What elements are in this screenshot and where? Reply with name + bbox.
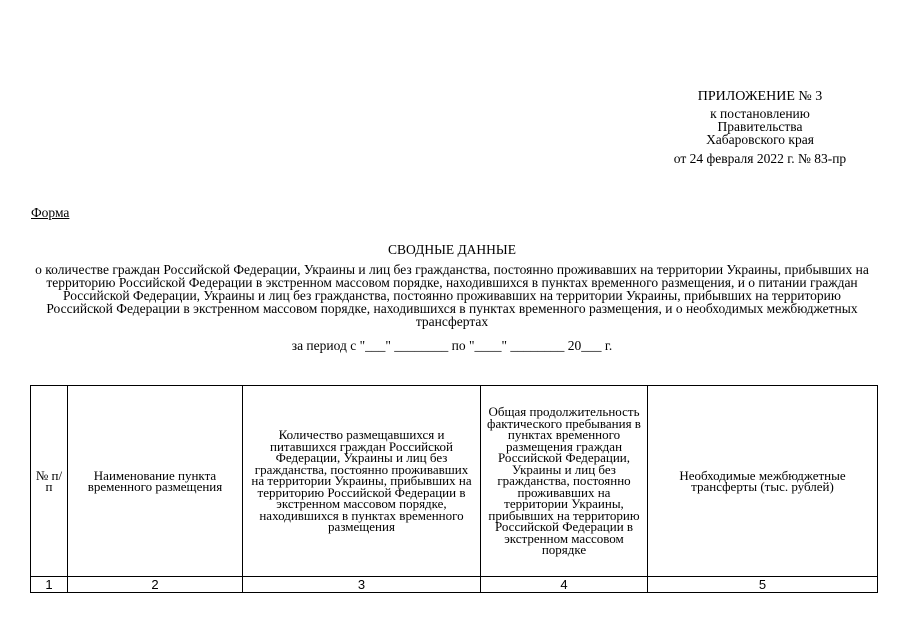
form-label: Форма	[31, 205, 70, 220]
header-transfers: Необходимые межбюджетные трансферты (тыс. рублей)	[648, 386, 878, 577]
column-number-cell: 1	[31, 577, 68, 593]
header-number: № п/п	[31, 386, 68, 577]
header-people-count: Количество размещавшихся и питавшихся граждан Российской Федерации, Украины и лиц без гражданства, постоянно проживавших на территории Украины, прибывших на территорию Российской Федерации в экстренном массовом порядке, находившихся в пунктах временного размещения	[243, 386, 481, 577]
column-number-cell: 2	[68, 577, 243, 593]
appendix-line-1: к постановлению	[710, 106, 810, 121]
header-point-name: Наименование пункта временного размещения	[68, 386, 243, 577]
document-heading	[26, 242, 878, 328]
appendix-title: ПРИЛОЖЕНИЕ № 3	[697, 89, 823, 104]
header-stay-duration: Общая продолжительность фактического пребывания в пунктах временного размещения граждан Российской Федерации, Украины и лиц без гражданства, постоянно проживавших на территории Украины, прибывших на территорию Российской Федерации в экстренном массовом порядке	[481, 386, 648, 577]
appendix-line-3: Хабаровского края	[706, 132, 814, 147]
appendix-date: от 24 февраля 2022 г. № 83-пр	[673, 151, 847, 166]
column-number-cell: 5	[648, 577, 878, 593]
column-numbers-row	[31, 577, 878, 593]
table-header-row	[31, 386, 878, 577]
column-number-cell: 4	[481, 577, 648, 593]
summary-table	[30, 385, 878, 593]
document-subtitle: о количестве граждан Российской Федерации, Украины и лиц без гражданства, постоянно проживавших на территории Украины, прибывших на территорию Российской Федерации в экстренном массовом порядке, находившихся в пунктах временного размещения, и о питании граждан Российской Федерации, Украины и лиц без гражданства, постоянно проживавших на территории Украины, прибывших на территорию Российской Федерации в экстренном массовом порядке, находившихся в пунктах временного размещения, и о необходимых межбюджетных трансфертах	[35, 262, 869, 329]
column-number-cell: 3	[243, 577, 481, 593]
appendix-line-2: Правительства	[717, 119, 803, 134]
document-title: СВОДНЫЕ ДАННЫЕ	[388, 242, 516, 257]
appendix-block	[640, 90, 880, 165]
period-line: за период с "___" ________ по "____" ________ 20___ г.	[291, 338, 613, 353]
